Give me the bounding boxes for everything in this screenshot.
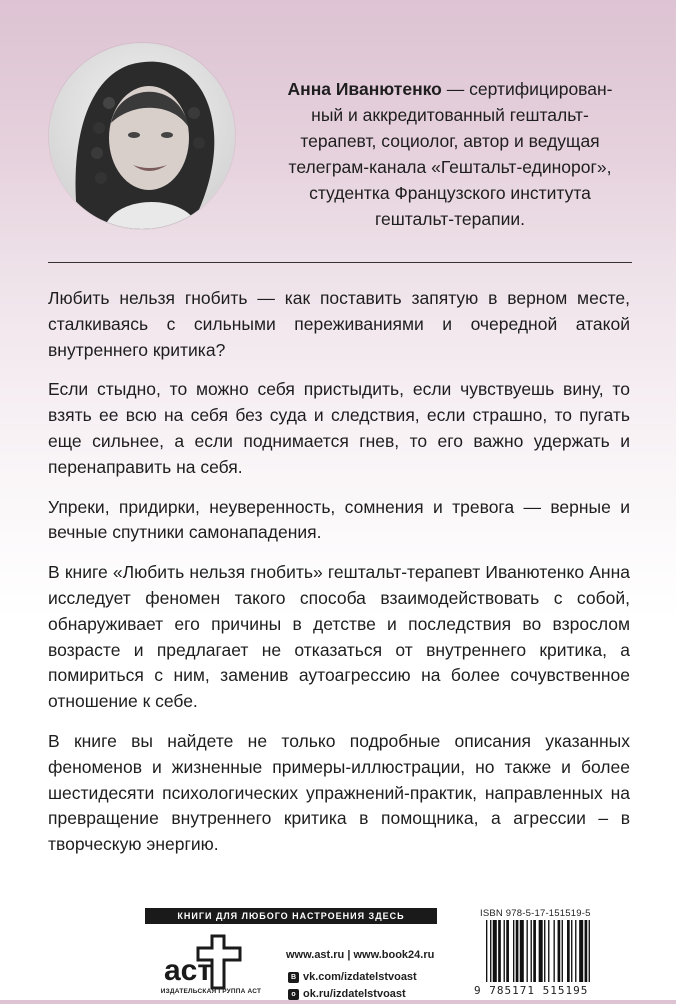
social-links <box>288 970 417 1004</box>
barcode-bar <box>493 920 497 982</box>
publisher-tagline: КНИГИ ДЛЯ ЛЮБОГО НАСТРОЕНИЯ ЗДЕСЬ <box>145 908 437 924</box>
barcode <box>474 920 632 986</box>
author-portrait <box>49 43 235 229</box>
barcode-bar <box>544 920 545 982</box>
barcode-bar <box>506 920 509 982</box>
barcode-bar <box>486 920 487 982</box>
barcode-bar <box>589 920 590 982</box>
vk-icon: B <box>288 972 299 983</box>
ok-icon: o <box>288 989 299 1000</box>
barcode-bar <box>539 920 543 982</box>
barcode-bar <box>562 920 563 982</box>
barcode-bar <box>490 920 491 982</box>
author-bio-line: студентка Французского института <box>309 183 591 203</box>
social-link-ok[interactable] <box>288 987 417 1001</box>
barcode-bar <box>548 920 549 982</box>
barcode-bar <box>527 920 528 982</box>
barcode-bar <box>533 920 536 982</box>
barcode-bar <box>558 920 561 982</box>
barcode-digits: 9 785171 515195 <box>474 984 589 997</box>
paragraph: В книге вы найдете не только подробные описания указанных феноменов и жизненные примеры-иллюстрации, но также и более шестидесяти психологических упражнений-практик, направленных на превращение внутреннего критика в помощника, а агрессии – в творческую энергию. <box>48 730 630 855</box>
barcode-bar <box>585 920 588 982</box>
isbn: ISBN 978-5-17-151519-5 <box>480 908 591 919</box>
barcode-bar <box>498 920 501 982</box>
barcode-bar <box>513 920 514 982</box>
barcode-block <box>474 904 632 1000</box>
barcode-bar <box>567 920 570 982</box>
author-bio-line: гештальт-терапии. <box>374 209 526 229</box>
annotation-text <box>48 286 630 872</box>
barcode-bar <box>516 920 519 982</box>
web-links[interactable]: www.ast.ru | www.book24.ru <box>286 949 435 961</box>
logo-caption: ИЗДАТЕЛЬСКАЯ ГРУППА АСТ <box>160 988 262 995</box>
social-link-text: ok.ru/izdatelstvoast <box>303 988 406 1000</box>
paragraph: Упреки, придирки, неуверенность, сомнения и тревога — верные и вечные спутники самонападения. <box>48 496 630 543</box>
author-bio-line: телеграм-канала «Гештальт-единорог», <box>288 157 612 177</box>
barcode-bar <box>554 920 555 982</box>
social-link-vk[interactable] <box>288 970 417 984</box>
section-divider <box>48 262 632 263</box>
barcode-bar <box>571 920 572 982</box>
author-bio <box>255 76 645 232</box>
paragraph: Если стыдно, то можно себя пристыдить, если чувствуешь вину, то взять ее всю на себя без суда и следствия, если страшно, то пугать еще сильнее, а если поднимается гнев, то его важно удержать и перенаправить на себя. <box>48 379 630 477</box>
barcode-bar <box>531 920 532 982</box>
author-bio-line: ный и аккредитованный гештальт- <box>311 105 589 125</box>
barcode-bar <box>579 920 583 982</box>
barcode-bar <box>504 920 505 982</box>
paragraph: В книге «Любить нельзя гнобить» гештальт-терапевт Иванютенко Анна исследует феномен такого способа взаимодействовать с собой, обнаруживает его причины в детстве и последствия во взрослом возрасте и предлагает не отказаться от внутреннего критика, а помириться с ним, заменив аутоагрессию на более сочувственное отношение к себе. <box>48 562 630 712</box>
barcode-bar <box>575 920 576 982</box>
author-name: Анна Иванютенко <box>287 79 442 99</box>
logo-text: аст <box>164 954 213 987</box>
author-bio-line: терапевт, социолог, автор и ведущая <box>300 131 600 151</box>
paragraph: Любить нельзя гнобить — как поставить запятую в верном месте, сталкиваясь с сильными переживаниями и очередной атакой внутреннего критика? <box>48 288 630 360</box>
author-bio-line: — сертифицирован- <box>446 79 613 99</box>
social-link-text: vk.com/izdatelstvoast <box>303 971 417 983</box>
barcode-bar <box>520 920 524 982</box>
